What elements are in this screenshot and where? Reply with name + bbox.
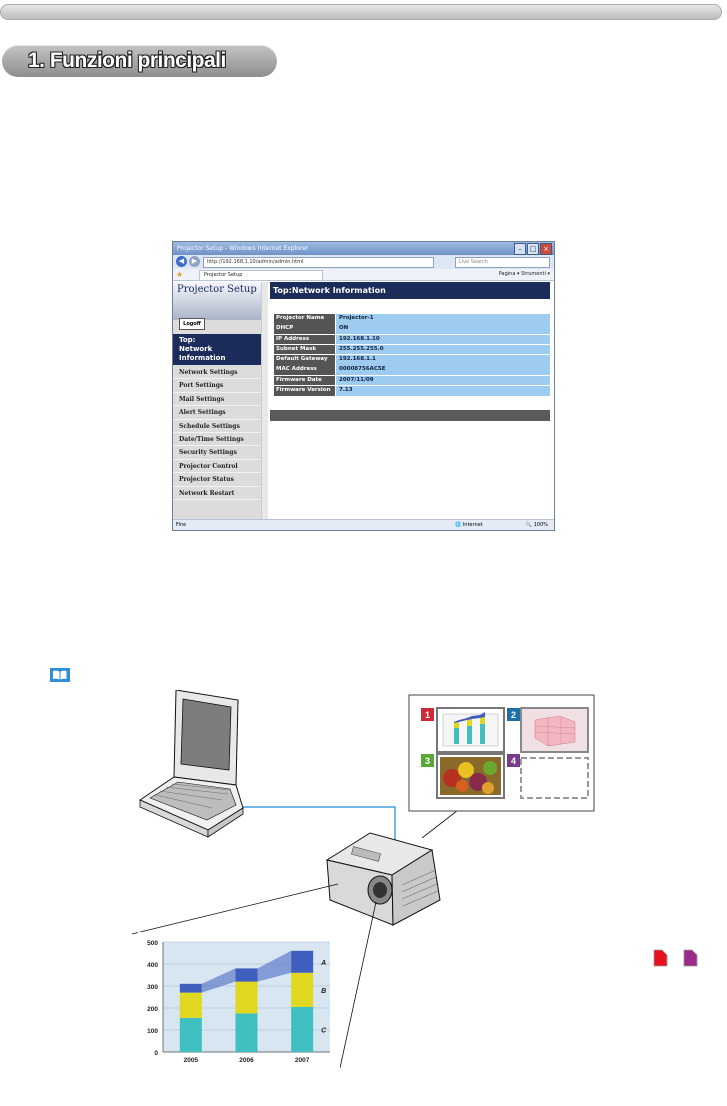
section-title: 1. Funzioni principali (28, 49, 226, 72)
back-icon[interactable]: ◀ (176, 256, 187, 267)
browser-tab-bar (173, 269, 554, 281)
nav-icons (652, 948, 702, 968)
sidebar-item-alert-settings[interactable]: Alert Settings (173, 406, 261, 419)
row-key: MAC Address (274, 365, 335, 375)
chart-bar-segment (236, 968, 258, 981)
chart-bar-segment (180, 1018, 202, 1052)
projector-illustration (0, 690, 727, 1090)
row-key: Default Gateway (274, 355, 335, 365)
zoom-level[interactable]: 🔍 100% (525, 522, 548, 528)
row-value: 2007/11/09 (336, 376, 550, 386)
chart-y-tick-label: 400 (147, 962, 158, 969)
sidebar-item-projector-status[interactable]: Projector Status (173, 473, 261, 486)
sidebar-active-line: Top: (179, 336, 196, 344)
chart-bar-segment (291, 1007, 313, 1052)
browser-address-bar (173, 255, 554, 269)
pointer-line (422, 807, 462, 838)
multi-screen-display (409, 695, 594, 811)
row-key: DHCP (274, 324, 335, 334)
row-value: 192.168.1.10 (336, 335, 550, 345)
sidebar-scrollbar[interactable] (261, 282, 268, 520)
browser-window-title: Projector Setup - Windows Internet Explorer (177, 245, 309, 252)
sidebar-active-line: Network (179, 345, 213, 353)
sidebar-item-schedule-settings[interactable]: Schedule Settings (173, 420, 261, 433)
table-row (274, 324, 550, 334)
status-text: Fine (176, 522, 187, 528)
red-page-icon (654, 950, 667, 966)
table-row (274, 355, 550, 365)
table-row (274, 335, 550, 345)
row-key: Firmware Date (274, 376, 335, 386)
chart-series-label: A (321, 959, 327, 967)
browser-screenshot (172, 241, 555, 531)
projector-illustration (327, 833, 440, 925)
chart-bar-segment (291, 973, 313, 1007)
chart-bar-segment (291, 951, 313, 973)
row-value: 00008756AC5E (336, 365, 550, 375)
row-value: Projector-1 (336, 314, 550, 324)
maximize-icon[interactable]: □ (527, 243, 539, 255)
header-bar (0, 4, 722, 20)
app-logo: Projector Setup (173, 282, 261, 320)
chart-series-label: C (321, 1027, 327, 1035)
chart-y-tick-label: 500 (147, 940, 158, 947)
sidebar-item-projector-control[interactable]: Projector Control (173, 460, 261, 473)
chart-y-tick-label: 200 (147, 1006, 158, 1013)
url-input[interactable]: http://192.168.1.10/admin/admin.html (203, 257, 434, 268)
browser-tab[interactable]: Projector Setup (199, 270, 323, 281)
chart-x-tick-label: 2006 (239, 1057, 254, 1064)
table-row (274, 365, 550, 375)
row-value: 7.13 (336, 386, 550, 396)
row-key: Projector Name (274, 314, 335, 324)
chart-bar-segment (236, 982, 258, 1014)
browser-commands[interactable]: Pagina ▾ Strumenti ▾ (498, 271, 550, 277)
sidebar-item-port-settings[interactable]: Port Settings (173, 379, 261, 392)
laptop-illustration (140, 690, 243, 837)
chart-x-tick-label: 2007 (294, 1057, 310, 1064)
sidebar-item-network-restart[interactable]: Network Restart (173, 487, 261, 500)
row-value: 255.255.255.0 (336, 345, 550, 355)
panel-number: 2 (510, 710, 517, 720)
network-info-table (274, 314, 550, 396)
sidebar-item-mail-settings[interactable]: Mail Settings (173, 393, 261, 406)
chart-bar-segment (180, 984, 202, 993)
book-icon (50, 668, 70, 682)
row-key: Firmware Version (274, 386, 335, 396)
table-row (274, 314, 550, 324)
status-zone: 🌐 Internet (455, 522, 483, 528)
favorites-icon[interactable]: ★ (176, 270, 184, 279)
search-input[interactable]: Live Search (455, 257, 550, 268)
logoff-button[interactable]: Logoff (179, 318, 205, 330)
footer-bar (270, 410, 550, 421)
sidebar (173, 282, 261, 520)
status-bar (173, 519, 554, 530)
table-row (274, 386, 550, 396)
purple-page-icon (684, 950, 697, 966)
row-key: IP Address (274, 335, 335, 345)
row-key: Subnet Mask (274, 345, 335, 355)
chart-y-tick-label: 300 (147, 984, 158, 991)
table-row (274, 376, 550, 386)
chart-panel (138, 932, 340, 1070)
forward-icon[interactable]: ▶ (189, 256, 200, 267)
chart-y-tick-label: 100 (147, 1028, 158, 1035)
row-value: ON (336, 324, 550, 334)
sidebar-active-line: Information (179, 354, 226, 362)
sidebar-item-network-settings[interactable]: Network Settings (173, 366, 261, 379)
chart-y-tick-label: 0 (154, 1050, 158, 1057)
chart-bar-segment (180, 993, 202, 1018)
main-content (268, 282, 554, 520)
panel-number: 3 (424, 756, 431, 766)
panel-number: 4 (510, 756, 517, 766)
minimize-icon[interactable]: – (514, 243, 526, 255)
panel-number: 1 (424, 710, 431, 720)
row-value: 192.168.1.1 (336, 355, 550, 365)
sidebar-item-security-settings[interactable]: Security Settings (173, 446, 261, 459)
sidebar-item-top-network-information[interactable] (173, 334, 261, 365)
browser-title-bar (173, 242, 554, 255)
close-icon[interactable]: × (540, 243, 552, 255)
table-row (274, 345, 550, 355)
chart-series-label: B (321, 987, 327, 995)
chart-bar-segment (236, 1014, 258, 1053)
sidebar-item-date-time-settings[interactable]: Date/Time Settings (173, 433, 261, 446)
chart-x-tick-label: 2005 (183, 1057, 199, 1064)
page-title: Top:Network Information (270, 282, 550, 299)
